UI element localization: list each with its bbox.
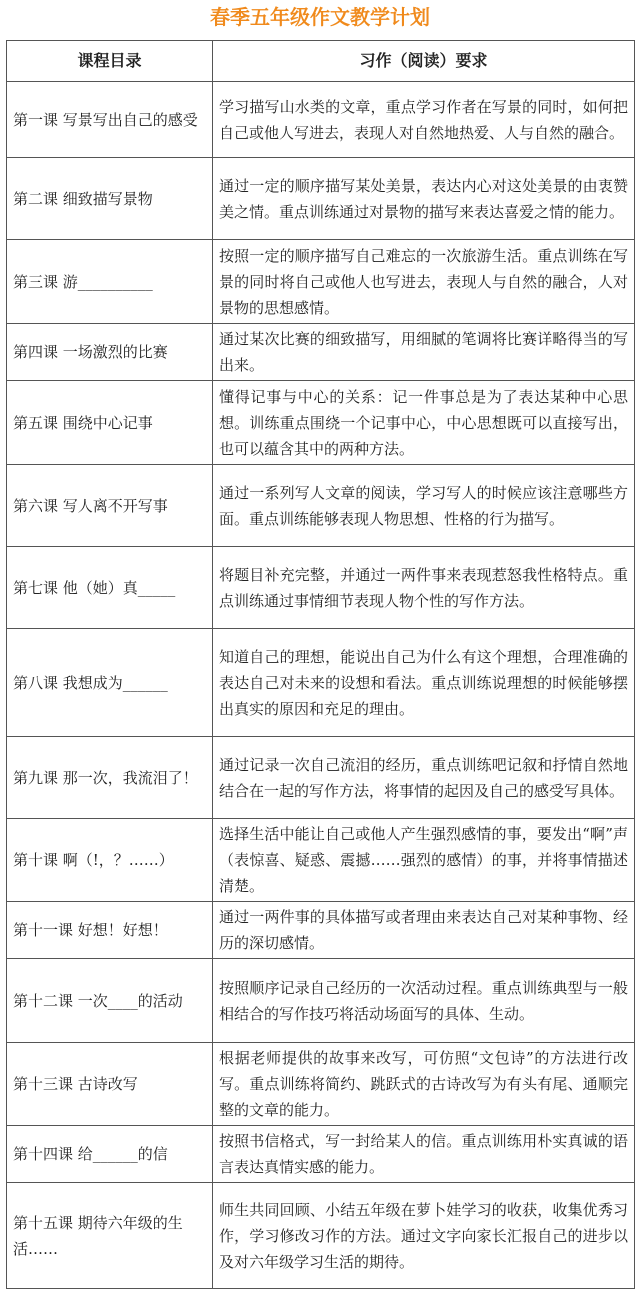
table-row <box>7 324 635 381</box>
lesson-title: 第二课 细致描写景物 <box>7 158 213 240</box>
lesson-title: 第一课 写景写出自己的感受 <box>7 82 213 158</box>
lesson-title: 第十五课 期待六年级的生活…… <box>7 1183 213 1289</box>
lesson-requirement: 师生共同回顾、小结五年级在萝卜娃学习的收获，收集优秀习作，学习修改习作的方法。通过文字向家长汇报自己的进步以及对六年级学习生活的期待。 <box>213 1183 635 1289</box>
lesson-requirement: 根据老师提供的故事来改写，可仿照“文包诗”的方法进行改写。重点训练将简约、跳跃式的古诗改写为有头有尾、通顺完整的文章的能力。 <box>213 1043 635 1126</box>
lesson-requirement: 选择生活中能让自己或他人产生强烈感情的事，要发出“啊”声（表惊喜、疑惑、震撼……强烈的感情）的事，并将事情描述清楚。 <box>213 819 635 902</box>
lesson-title: 第十四课 给______的信 <box>7 1126 213 1183</box>
lesson-requirement: 将题目补充完整，并通过一两件事来表现惹怒我性格特点。重点训练通过事情细节表现人物个性的写作方法。 <box>213 547 635 629</box>
table-row <box>7 1126 635 1183</box>
lesson-title: 第十一课 好想！好想！ <box>7 902 213 959</box>
lesson-plan-table <box>6 40 635 1289</box>
lesson-requirement: 按照顺序记录自己经历的一次活动过程。重点训练典型与一般相结合的写作技巧将活动场面写的具体、生动。 <box>213 959 635 1043</box>
lesson-requirement: 按照一定的顺序描写自己难忘的一次旅游生活。重点训练在写景的同时将自己或他人也写进去，表现人与自然的融合，人对景物的思想感情。 <box>213 240 635 324</box>
lesson-title: 第四课 一场激烈的比赛 <box>7 324 213 381</box>
lesson-requirement: 通过一定的顺序描写某处美景，表达内心对这处美景的由衷赞美之情。重点训练通过对景物的描写来表达喜爱之情的能力。 <box>213 158 635 240</box>
table-row <box>7 158 635 240</box>
lesson-title: 第五课 围绕中心记事 <box>7 381 213 465</box>
table-row <box>7 737 635 819</box>
header-lesson-catalog: 课程目录 <box>7 41 213 82</box>
table-row <box>7 1043 635 1126</box>
lesson-title: 第十三课 古诗改写 <box>7 1043 213 1126</box>
table-row <box>7 819 635 902</box>
header-writing-requirements: 习作（阅读）要求 <box>213 41 635 82</box>
lesson-requirement: 学习描写山水类的文章，重点学习作者在写景的同时，如何把自己或他人写进去，表现人对自然地热爱、人与自然的融合。 <box>213 82 635 158</box>
lesson-title: 第九课 那一次，我流泪了！ <box>7 737 213 819</box>
lesson-requirement: 通过记录一次自己流泪的经历，重点训练吧记叙和抒情自然地结合在一起的写作方法，将事情的起因及自己的感受写具体。 <box>213 737 635 819</box>
table-row <box>7 959 635 1043</box>
table-row <box>7 240 635 324</box>
lesson-title: 第十二课 一次____的活动 <box>7 959 213 1043</box>
table-row <box>7 629 635 737</box>
lesson-requirement: 知道自己的理想，能说出自己为什么有这个理想，合理准确的表达自己对未来的设想和看法。重点训练说理想的时候能够摆出真实的原因和充足的理由。 <box>213 629 635 737</box>
lesson-requirement: 通过一系列写人文章的阅读，学习写人的时候应该注意哪些方面。重点训练能够表现人物思想、性格的行为描写。 <box>213 465 635 547</box>
table-row <box>7 82 635 158</box>
page-title: 春季五年级作文教学计划 <box>210 5 430 29</box>
table-row <box>7 1183 635 1289</box>
lesson-title: 第六课 写人离不开写事 <box>7 465 213 547</box>
lesson-title: 第三课 游__________ <box>7 240 213 324</box>
table-row <box>7 547 635 629</box>
table-row <box>7 465 635 547</box>
table-header-row <box>7 41 635 82</box>
lesson-requirement: 按照书信格式，写一封给某人的信。重点训练用朴实真诚的语言表达真情实感的能力。 <box>213 1126 635 1183</box>
lesson-title: 第十课 啊（!，？……） <box>7 819 213 902</box>
table-row <box>7 902 635 959</box>
table-row <box>7 381 635 465</box>
lesson-title: 第七课 他（她）真_____ <box>7 547 213 629</box>
lesson-title: 第八课 我想成为______ <box>7 629 213 737</box>
lesson-requirement: 通过一两件事的具体描写或者理由来表达自己对某种事物、经历的深切感情。 <box>213 902 635 959</box>
lesson-requirement: 通过某次比赛的细致描写，用细腻的笔调将比赛详略得当的写出来。 <box>213 324 635 381</box>
lesson-requirement: 懂得记事与中心的关系：记一件事总是为了表达某种中心思想。训练重点围绕一个记事中心，中心思想既可以直接写出，也可以蕴含其中的两种方法。 <box>213 381 635 465</box>
